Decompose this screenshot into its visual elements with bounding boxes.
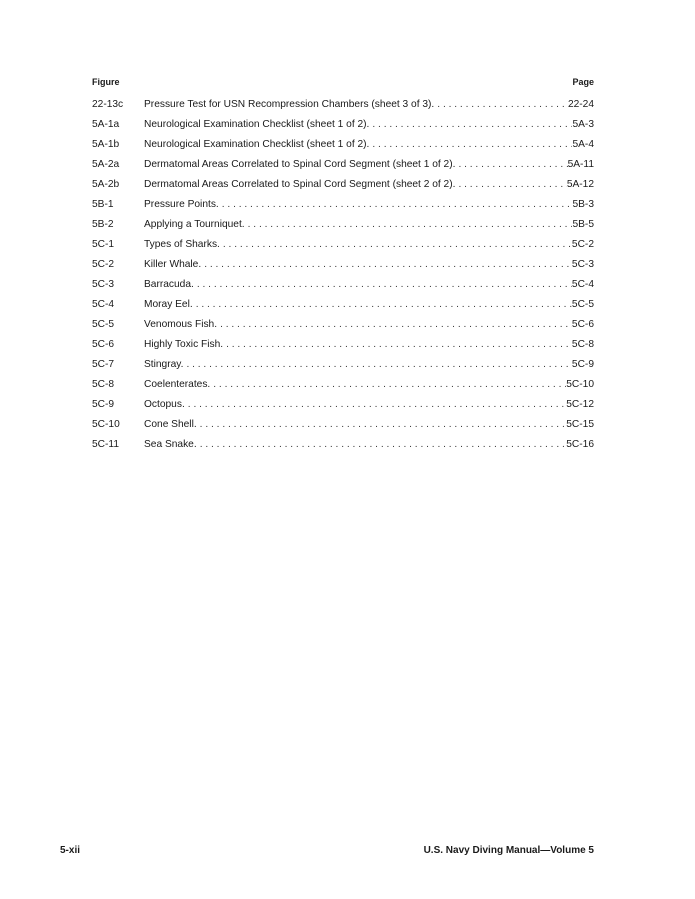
figure-page-number: 5B-5 xyxy=(572,219,594,230)
toc-entry xyxy=(92,258,594,278)
dot-leader xyxy=(193,298,572,312)
toc-entry xyxy=(92,98,594,118)
figure-page-number: 5C-3 xyxy=(571,259,594,270)
dot-leader xyxy=(185,398,566,412)
toc-entry-line xyxy=(144,398,594,412)
figure-number: 5A-2b xyxy=(92,179,120,190)
toc-entry xyxy=(92,378,594,398)
figure-title: Neurological Examination Checklist (sheet 1 of 2). xyxy=(144,139,370,150)
toc-entry-line xyxy=(144,138,594,152)
toc-entry-line xyxy=(144,338,594,352)
figure-page-number: 5C-10 xyxy=(566,379,594,390)
toc-entry-line xyxy=(144,98,594,112)
dot-leader xyxy=(194,278,572,292)
figure-title: Stingray. xyxy=(144,359,184,370)
toc-entry xyxy=(92,338,594,358)
toc-entry xyxy=(92,318,594,338)
toc-entry xyxy=(92,158,594,178)
figure-title: Venomous Fish. xyxy=(144,319,218,330)
figure-page-number: 5C-8 xyxy=(571,339,594,350)
toc-entry-line xyxy=(144,438,594,452)
figure-column-header: Figure xyxy=(92,77,120,87)
dot-leader xyxy=(369,118,572,132)
dot-leader xyxy=(201,258,572,272)
list-of-figures xyxy=(92,98,594,458)
dot-leader xyxy=(197,418,567,432)
figure-page-number: 22-24 xyxy=(567,99,594,110)
figure-title: Dermatomal Areas Correlated to Spinal Cord Segment (sheet 1 of 2). xyxy=(144,159,456,170)
document-title: U.S. Navy Diving Manual—Volume 5 xyxy=(423,845,594,856)
toc-entry xyxy=(92,118,594,138)
figure-page-number: 5C-5 xyxy=(571,299,594,310)
dot-leader xyxy=(219,198,573,212)
figure-title: Pressure Test for USN Recompression Chambers (sheet 3 of 3). xyxy=(144,99,435,110)
figure-title: Killer Whale. xyxy=(144,259,202,270)
toc-entry xyxy=(92,218,594,238)
toc-entry-line xyxy=(144,158,594,172)
figure-page-number: 5A-4 xyxy=(572,139,594,150)
figure-number: 5C-4 xyxy=(92,299,115,310)
figure-title: Highly Toxic Fish. xyxy=(144,339,224,350)
toc-entry-line xyxy=(144,298,594,312)
figure-number: 5A-1b xyxy=(92,139,120,150)
toc-entry xyxy=(92,398,594,418)
toc-entry-line xyxy=(144,198,594,212)
figure-number: 5A-1a xyxy=(92,119,120,130)
toc-entry-line xyxy=(144,418,594,432)
dot-leader xyxy=(210,378,566,392)
figure-title: Applying a Tourniquet. xyxy=(144,219,245,230)
figure-title: Coelenterates. xyxy=(144,379,211,390)
toc-entry-line xyxy=(144,358,594,372)
figure-number: 5B-2 xyxy=(92,219,114,230)
toc-entry xyxy=(92,178,594,198)
figure-page-number: 5C-16 xyxy=(566,439,594,450)
figure-page-number: 5C-12 xyxy=(566,399,594,410)
page-number: 5-xii xyxy=(60,845,81,856)
toc-entry xyxy=(92,238,594,258)
toc-entry xyxy=(92,298,594,318)
figure-number: 5C-11 xyxy=(92,439,119,450)
toc-entry-line xyxy=(144,178,594,192)
toc-entry-line xyxy=(144,118,594,132)
toc-entry xyxy=(92,278,594,298)
figure-title: Neurological Examination Checklist (sheet 1 of 2). xyxy=(144,119,370,130)
figure-page-number: 5A-12 xyxy=(566,179,594,190)
toc-entry-line xyxy=(144,218,594,232)
figure-title: Barracuda. xyxy=(144,279,194,290)
dot-leader xyxy=(217,318,572,332)
figure-number: 5C-3 xyxy=(92,279,115,290)
figure-number: 5C-7 xyxy=(92,359,115,370)
dot-leader xyxy=(183,358,571,372)
toc-entry xyxy=(92,418,594,438)
figure-number: 5C-10 xyxy=(92,419,120,430)
figure-number: 5C-1 xyxy=(92,239,115,250)
figure-page-number: 5A-11 xyxy=(567,159,594,170)
figure-title: Types of Sharks. xyxy=(144,239,220,250)
figure-number: 5B-1 xyxy=(92,199,114,210)
figure-title: Moray Eel. xyxy=(144,299,193,310)
figure-page-number: 5C-4 xyxy=(571,279,594,290)
toc-entry xyxy=(92,198,594,218)
figure-number: 5C-9 xyxy=(92,399,115,410)
dot-leader xyxy=(455,158,567,172)
figure-number: 5C-5 xyxy=(92,319,115,330)
figure-number: 5A-2a xyxy=(92,159,120,170)
figure-number: 22-13c xyxy=(92,99,124,110)
toc-entry-line xyxy=(144,258,594,272)
figure-number: 5C-8 xyxy=(92,379,115,390)
figure-page-number: 5B-3 xyxy=(572,199,594,210)
figure-title: Dermatomal Areas Correlated to Spinal Cord Segment (sheet 2 of 2). xyxy=(144,179,456,190)
figure-page-number: 5C-6 xyxy=(571,319,594,330)
dot-leader xyxy=(369,138,572,152)
figure-number: 5C-6 xyxy=(92,339,115,350)
figure-page-number: 5C-9 xyxy=(571,359,594,370)
toc-entry-line xyxy=(144,378,594,392)
toc-entry xyxy=(92,438,594,458)
toc-entry-line xyxy=(144,278,594,292)
dot-leader xyxy=(220,238,572,252)
figure-title: Pressure Points. xyxy=(144,199,219,210)
figure-title: Sea Snake. xyxy=(144,439,197,450)
toc-entry xyxy=(92,138,594,158)
toc-entry-line xyxy=(144,238,594,252)
toc-entry-line xyxy=(144,318,594,332)
dot-leader xyxy=(197,438,567,452)
figure-page-number: 5C-2 xyxy=(571,239,594,250)
dot-leader xyxy=(455,178,566,192)
figure-title: Octopus. xyxy=(144,399,185,410)
figure-page-number: 5A-3 xyxy=(572,119,594,130)
dot-leader xyxy=(245,218,573,232)
figure-number: 5C-2 xyxy=(92,259,115,270)
figure-title: Cone Shell. xyxy=(144,419,197,430)
dot-leader xyxy=(434,98,568,112)
toc-header xyxy=(92,77,594,91)
dot-leader xyxy=(223,338,572,352)
toc-entry xyxy=(92,358,594,378)
figure-page-number: 5C-15 xyxy=(566,419,594,430)
page-column-header: Page xyxy=(572,77,594,87)
